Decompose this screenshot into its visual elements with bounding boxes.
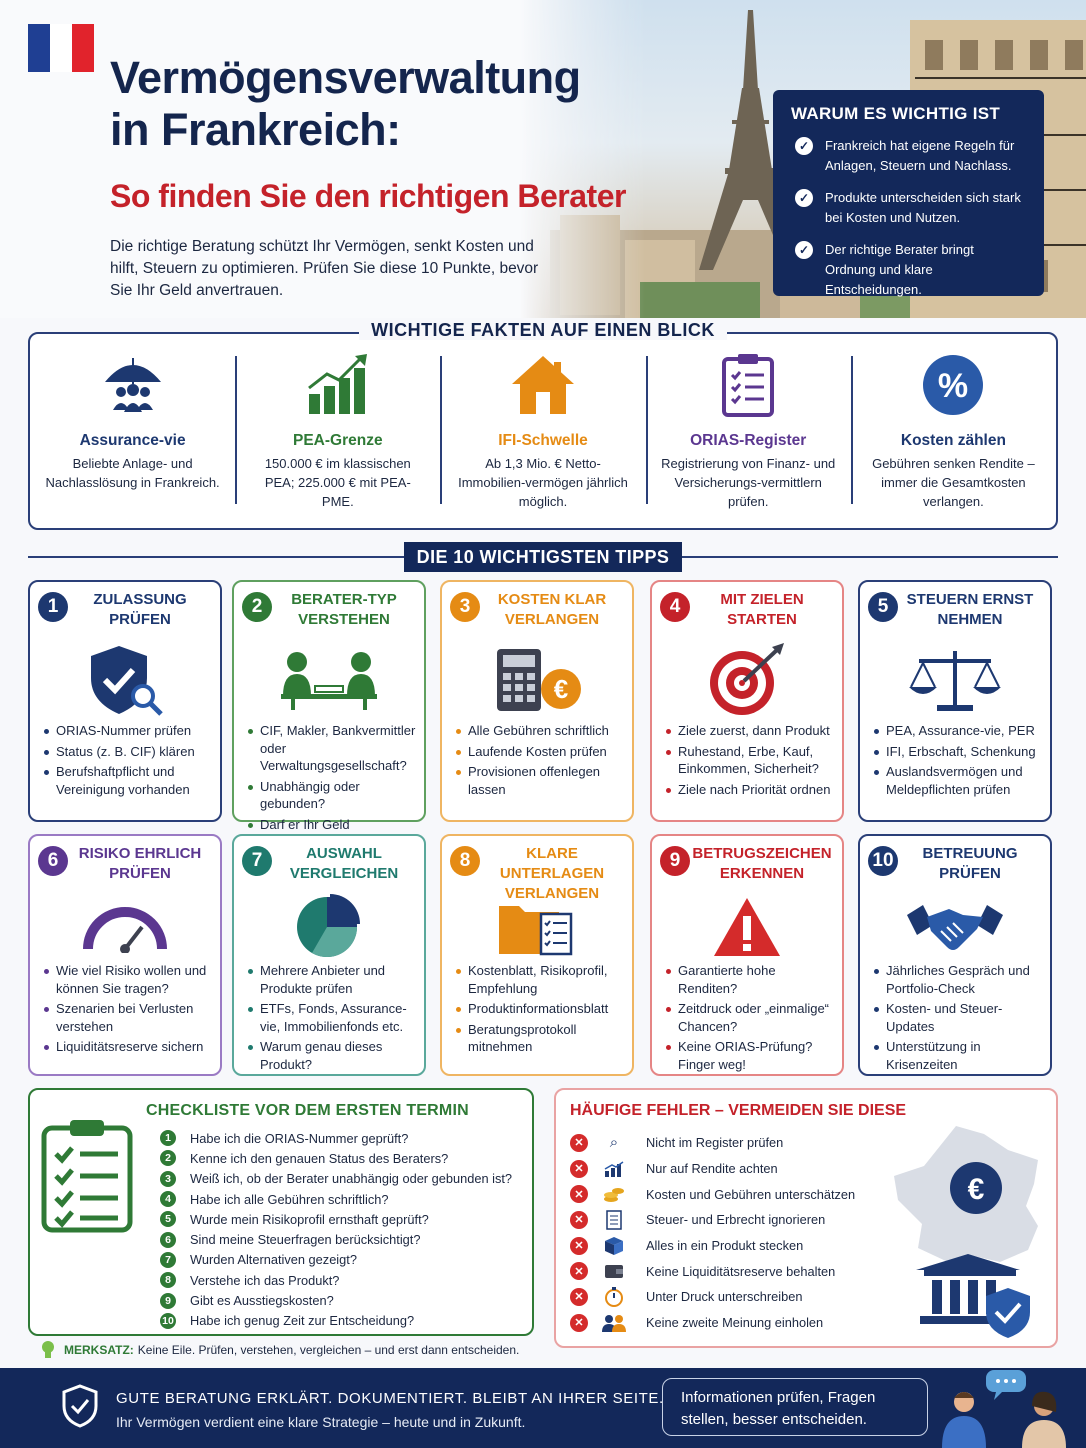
advisor-people-illustration	[936, 1368, 1076, 1448]
tip-number: 9	[660, 846, 690, 876]
tip-point: Mehrere Anbieter und Produkte prüfen	[246, 962, 416, 997]
svg-text:€: €	[553, 674, 569, 704]
shield-check-icon	[62, 1384, 98, 1428]
tip-point: Wie viel Risiko wollen und können Sie tragen?	[42, 962, 212, 997]
merksatz	[40, 1340, 519, 1360]
bar-chart-icon	[602, 1159, 626, 1179]
checklist-item: 4 Habe ich alle Gebühren schriftlich?	[160, 1189, 512, 1209]
tip-title: RISIKO EHRLICH PRÜFEN	[78, 845, 202, 882]
tip-point: Ruhestand, Erbe, Kauf, Einkommen, Sicherheit?	[664, 743, 834, 778]
tip-card-1	[28, 580, 222, 822]
tip-point: Unterstützung in Krisenzeiten	[872, 1038, 1042, 1073]
checklist-item: 8 Verstehe ich das Produkt?	[160, 1270, 512, 1290]
meeting-icon	[242, 638, 416, 722]
magnifier-icon: ⌕	[609, 1134, 619, 1152]
tip-card-2	[232, 580, 426, 832]
footer-callout: Informationen prüfen, Fragen stellen, besser entscheiden.	[662, 1378, 928, 1436]
x-icon: ✕	[570, 1211, 588, 1229]
fact-kosten-zaehlen	[851, 334, 1056, 528]
gauge-icon	[38, 892, 212, 962]
tip-point: Warum genau dieses Produkt?	[246, 1038, 416, 1073]
tip-point: Alle Gebühren schriftlich	[454, 722, 624, 740]
footer	[0, 1368, 1086, 1448]
tip-point: Ziele zuerst, dann Produkt	[664, 722, 834, 740]
fact-assurance-vie	[30, 334, 235, 528]
fact-desc: Registrierung von Finanz- und Versicherungs-vermittlern prüfen.	[661, 456, 836, 509]
tip-point: ORIAS-Nummer prüfen	[42, 722, 212, 740]
mistake-item: ✕ Unter Druck unterschreiben	[570, 1284, 855, 1310]
x-icon: ✕	[570, 1185, 588, 1203]
checklist-item: 3 Weiß ich, ob der Berater unabhängig oder gebunden ist?	[160, 1169, 512, 1189]
checklist-title: CHECKLISTE VOR DEM ERSTEN TERMIN	[146, 1102, 469, 1119]
tip-number: 3	[450, 592, 480, 622]
tip-title: AUSWAHL VERGLEICHEN	[289, 845, 399, 882]
tip-point: Garantierte hohe Renditen?	[664, 962, 834, 997]
fact-desc: 150.000 € im klassischen PEA; 225.000 € mit PEA-PME.	[264, 456, 411, 509]
x-icon: ✕	[570, 1160, 588, 1178]
tip-point: Darf er Ihr Geld	[246, 816, 416, 851]
mistake-item: ✕ Steuer- und Erbrecht ignorieren	[570, 1207, 855, 1233]
pie-chart-icon	[242, 892, 416, 962]
tip-card-4	[650, 580, 844, 822]
merksatz-label: MERKSATZ:	[64, 1343, 134, 1357]
calculator-euro-icon	[450, 638, 624, 722]
fact-pea-grenze	[235, 334, 440, 528]
fact-desc: Ab 1,3 Mio. € Netto-Immobilien-vermögen jährlich möglich.	[458, 456, 628, 509]
tip-point: ETFs, Fonds, Assurance-vie, Immobilienfonds etc.	[246, 1000, 416, 1035]
checklist-item: 1 Habe ich die ORIAS-Nummer geprüft?	[160, 1128, 512, 1148]
tip-point: Kostenblatt, Risikoprofil, Empfehlung	[454, 962, 624, 997]
why-title: WARUM ES WICHTIG IST	[791, 104, 1001, 123]
tip-number: 2	[242, 592, 272, 622]
tip-title: BERATER-TYP VERSTEHEN	[291, 591, 397, 628]
check-icon: ✓	[795, 137, 813, 155]
x-icon: ✕	[570, 1288, 588, 1306]
tip-number: 7	[242, 846, 272, 876]
footer-line-2: Ihr Vermögen verdient eine klare Strategie – heute und in Zukunft.	[116, 1414, 526, 1430]
x-icon: ✕	[570, 1262, 588, 1280]
shield-check-icon	[38, 638, 212, 722]
checklist-item: 9 Gibt es Ausstiegskosten?	[160, 1290, 512, 1310]
france-map-icon	[888, 1120, 1048, 1351]
tip-point: Provisionen offenlegen lassen	[454, 763, 624, 798]
tip-point: Auslandsvermögen und Meldepflichten prüfen	[872, 763, 1042, 798]
tip-card-9	[650, 834, 844, 1076]
checklist-panel	[28, 1088, 534, 1336]
fact-ifi-schwelle	[440, 334, 645, 528]
merksatz-text: Keine Eile. Prüfen, verstehen, vergleichen – und erst dann entscheiden.	[137, 1343, 520, 1357]
tip-number: 1	[38, 592, 68, 622]
page-subtitle: So finden Sie den richtigen Berater	[110, 178, 626, 214]
fact-orias-register	[646, 334, 851, 528]
tip-point: Zeitdruck oder „einmalige“ Chancen?	[664, 1000, 834, 1035]
tip-point: Status (z. B. CIF) klären	[42, 743, 212, 761]
mistake-item: ✕ Alles in ein Produkt stecken	[570, 1233, 855, 1259]
svg-text:%: %	[938, 367, 969, 405]
handshake-icon	[868, 892, 1042, 962]
footer-line-1: GUTE BERATUNG ERKLÄRT. DOKUMENTIERT. BLEIBT AN IHRER SEITE.	[116, 1390, 664, 1407]
tip-title: STEUERN ERNST NEHMEN	[906, 591, 1034, 628]
intro-text: Die richtige Beratung schützt Ihr Vermögen, senkt Kosten und hilft, Steuern zu optimieren. Prüfen Sie diese 10 Punkte, bevor Sie Ihr Geld anvertrauen.	[110, 238, 539, 299]
checklist-items	[160, 1128, 512, 1331]
mistake-item: ✕ Keine Liquiditätsreserve behalten	[570, 1258, 855, 1284]
tip-card-3	[440, 580, 634, 822]
mistake-item: ✕ ⌕ Nicht im Register prüfen	[570, 1130, 855, 1156]
facts-panel	[28, 332, 1058, 530]
tip-card-7	[232, 834, 426, 1076]
people-icon	[602, 1313, 626, 1333]
tip-point: Laufende Kosten prüfen	[454, 743, 624, 761]
tip-number: 4	[660, 592, 690, 622]
coins-icon	[602, 1184, 626, 1204]
tip-point: Jährliches Gespräch und Portfolio-Check	[872, 962, 1042, 997]
page-title	[110, 52, 581, 156]
check-icon: ✓	[795, 241, 813, 259]
x-icon: ✕	[570, 1134, 588, 1152]
checklist-item: 7 Wurden Alternativen gezeigt?	[160, 1250, 512, 1270]
document-icon	[602, 1210, 626, 1230]
tip-title: BETREUUNG PRÜFEN	[922, 845, 1018, 882]
tip-point: Ziele nach Priorität ordnen	[664, 781, 834, 799]
why-item: ✓ Produkte unterscheiden sich stark bei Kosten und Nutzen.	[791, 188, 1026, 228]
tip-point: Szenarien bei Verlusten verstehen	[42, 1000, 212, 1035]
tip-point: Produktinformationsblatt	[454, 1000, 624, 1018]
tip-card-8	[440, 834, 634, 1076]
tips-heading: DIE 10 WICHTIGSTEN TIPPS	[404, 542, 682, 572]
facts-heading: WICHTIGE FAKTEN AUF EINEN BLICK	[0, 320, 1086, 341]
mistake-item: ✕ Keine zweite Meinung einholen	[570, 1310, 855, 1336]
mistakes-list	[570, 1130, 855, 1336]
fact-title: Assurance-vie	[79, 432, 186, 449]
wallet-icon	[602, 1261, 626, 1281]
tip-card-10	[858, 834, 1052, 1076]
header	[0, 0, 1086, 318]
title-line-1: Vermögensverwaltung	[110, 52, 581, 103]
tip-title: KLARE UNTERLAGEN VERLANGEN	[499, 845, 605, 902]
percent-icon	[851, 350, 1056, 420]
tip-card-5	[858, 580, 1052, 822]
tip-point: Liquiditätsreserve sichern	[42, 1038, 212, 1056]
umbrella-family-icon	[30, 350, 235, 420]
box-icon	[602, 1236, 626, 1256]
warning-icon	[660, 892, 834, 962]
fact-desc: Gebühren senken Rendite – immer die Gesamtkosten verlangen.	[872, 456, 1035, 509]
tip-title: MIT ZIELEN STARTEN	[720, 591, 804, 628]
tip-number: 10	[868, 846, 898, 876]
tip-point: Beratungsprotokoll mitnehmen	[454, 1021, 624, 1056]
title-line-2: in Frankreich:	[110, 104, 401, 155]
target-icon	[660, 638, 834, 722]
why-important-box	[773, 90, 1044, 296]
tip-point: Berufshaftpflicht und Vereinigung vorhanden	[42, 763, 212, 798]
growth-chart-icon	[235, 350, 440, 420]
euro-symbol: €	[967, 1173, 985, 1206]
fact-title: PEA-Grenze	[293, 432, 383, 449]
checklist-item: 2 Kenne ich den genauen Status des Beraters?	[160, 1148, 512, 1168]
tip-point: PEA, Assurance-vie, PER	[872, 722, 1042, 740]
x-icon: ✕	[570, 1237, 588, 1255]
fact-title: ORIAS-Register	[690, 432, 807, 449]
tip-title: KOSTEN KLAR VERLANGEN	[497, 591, 607, 628]
tip-number: 5	[868, 592, 898, 622]
tip-point: CIF, Makler, Bankvermittler oder Verwaltungsgesellschaft?	[246, 722, 416, 775]
mistakes-panel	[554, 1088, 1058, 1348]
tip-number: 6	[38, 846, 68, 876]
tip-title: BETRUGSZEICHEN ERKENNEN	[692, 845, 832, 882]
checklist-item: 6 Sind meine Steuerfragen berücksichtigt?	[160, 1229, 512, 1249]
scales-icon	[868, 638, 1042, 722]
tip-point: Keine ORIAS-Prüfung? Finger weg!	[664, 1038, 834, 1073]
mistake-item: ✕ Kosten und Gebühren unterschätzen	[570, 1181, 855, 1207]
checklist-item: 10 Habe ich genug Zeit zur Entscheidung?	[160, 1311, 512, 1331]
mistake-item: ✕ Nur auf Rendite achten	[570, 1156, 855, 1182]
tip-number: 8	[450, 846, 480, 876]
why-item: ✓ Der richtige Berater bringt Ordnung und klare Entscheidungen.	[791, 240, 1026, 300]
tip-point: Unabhängig oder gebunden?	[246, 778, 416, 813]
house-icon	[440, 350, 645, 420]
fact-title: Kosten zählen	[900, 432, 1006, 449]
x-icon: ✕	[570, 1314, 588, 1332]
french-flag	[28, 24, 94, 72]
check-icon: ✓	[795, 189, 813, 207]
clipboard-list-icon	[646, 350, 851, 420]
tip-title: ZULASSUNG PRÜFEN	[93, 591, 187, 628]
fact-desc: Beliebte Anlage- und Nachlasslösung in Frankreich.	[45, 456, 220, 490]
why-item: ✓ Frankreich hat eigene Regeln für Anlagen, Steuern und Nachlass.	[791, 136, 1026, 176]
tip-point: IFI, Erbschaft, Schenkung	[872, 743, 1042, 761]
tip-point: Kosten- und Steuer-Updates	[872, 1000, 1042, 1035]
fact-title: IFI-Schwelle	[498, 432, 588, 449]
mistakes-title: HÄUFIGE FEHLER – VERMEIDEN SIE DIESE	[570, 1102, 907, 1119]
stopwatch-icon	[602, 1287, 626, 1307]
checklist-item: 5 Wurde mein Risikoprofil ernsthaft geprüft?	[160, 1209, 512, 1229]
tip-card-6	[28, 834, 222, 1076]
clipboard-check-icon	[40, 1118, 134, 1239]
lightbulb-icon	[40, 1340, 56, 1360]
